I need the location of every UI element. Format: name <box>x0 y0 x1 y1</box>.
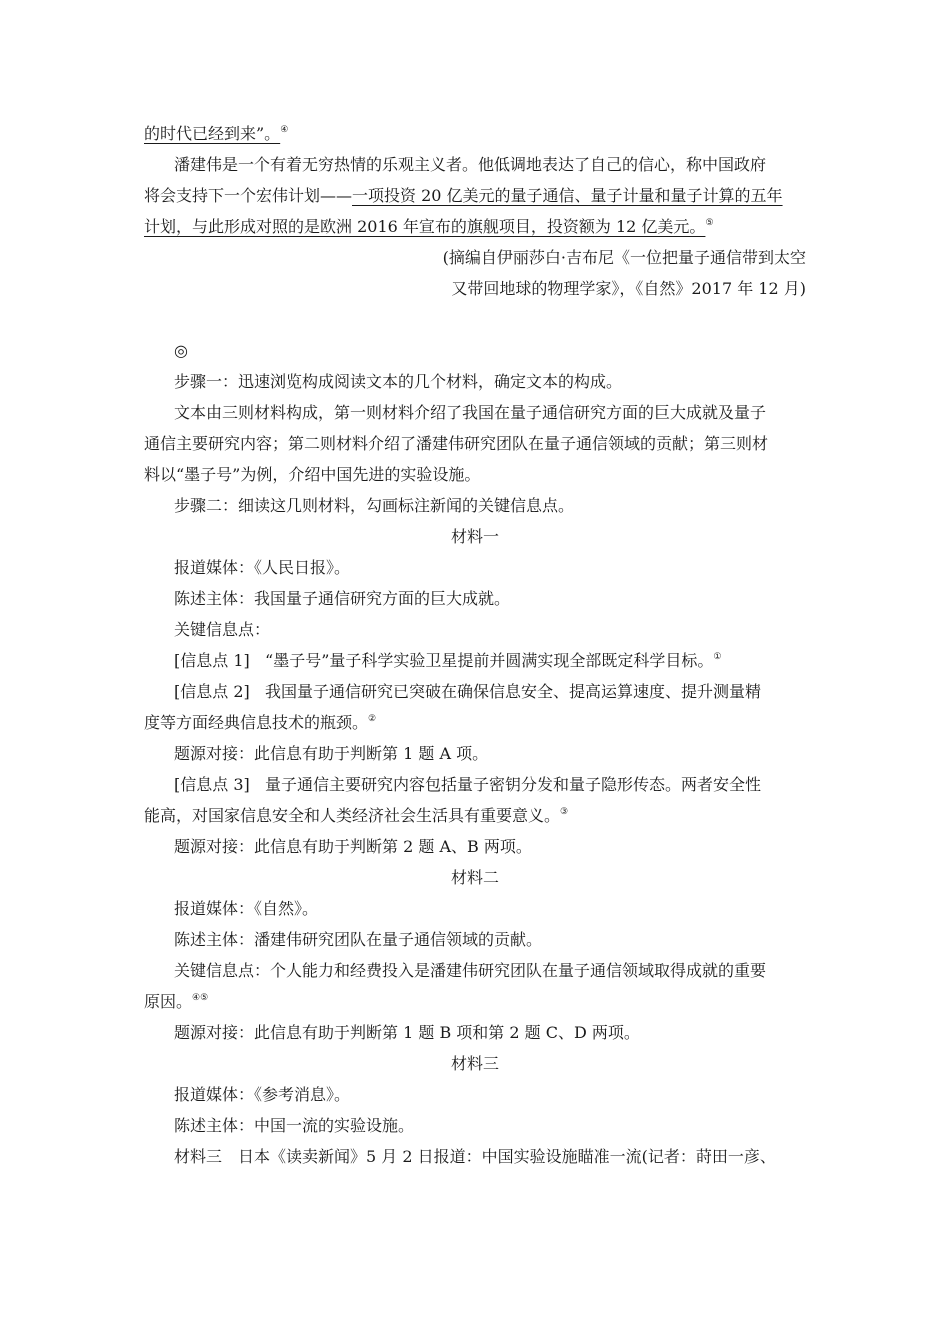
summary-line-2: 通信主要研究内容；第二则材料介绍了潘建伟研究团队在量子通信领域的贡献；第三则材 <box>144 434 769 453</box>
article-para2-line1: 潘建伟是一个有着无穷热情的乐观主义者。他低调地表达了自己的信心，称中国政府 <box>174 155 767 174</box>
material-2-key-line2 <box>144 986 806 1017</box>
info-point-3-line2 <box>144 800 806 831</box>
info-point-text: “墨子号”量子科学实验卫星提前并圆满实现全部既定科学目标。 <box>265 651 714 670</box>
document-page <box>144 118 806 1172</box>
underlined-text: 的时代已经到来”。 <box>144 124 281 143</box>
footnote-marker-4: ④ <box>280 125 289 135</box>
material-2-subject: 陈述主体：潘建伟研究团队在量子通信领域的贡献。 <box>174 930 543 949</box>
step-two: 步骤二：细读这几则材料，勾画标注新闻的关键信息点。 <box>174 496 575 515</box>
info-point-label: [信息点 2] <box>174 682 250 701</box>
material-2-media: 报道媒体：《自然》。 <box>174 899 319 918</box>
footnote-marker-2: ② <box>368 714 377 724</box>
info-point-text: 量子通信主要研究内容包括量子密钥分发和量子隐形传态。两者安全性 <box>265 775 762 794</box>
material-3-subject: 陈述主体：中国一流的实验设施。 <box>174 1116 415 1135</box>
info-point-label: [信息点 3] <box>174 775 250 794</box>
underlined-text: 一项投资 20 亿美元的量子通信、量子计量和量子计算的五年 <box>352 186 783 205</box>
footnote-marker-3: ③ <box>560 807 569 817</box>
article-para2-line2 <box>144 180 806 211</box>
material-3-article-line: 材料三 日本《读卖新闻》5 月 2 日报道：中国实验设施瞄准一流(记者：莳田一彦、 <box>174 1147 776 1166</box>
citation-line-1: (摘编自伊丽莎白·吉布尼《一位把量子通信带到太空 <box>442 248 806 267</box>
plain-text: 将会支持下一个宏伟计划—— <box>144 186 353 205</box>
material-1-source-1: 题源对接：此信息有助于判断第 1 题 A 项。 <box>174 744 489 763</box>
info-point-text: 我国量子通信研究已突破在确保信息安全、提高运算速度、提升测量精 <box>265 682 762 701</box>
info-point-label: [信息点 1] <box>174 651 250 670</box>
material-3-heading: 材料三 <box>450 1054 499 1073</box>
spacer <box>144 304 806 335</box>
material-1-subject: 陈述主体：我国量子通信研究方面的巨大成就。 <box>174 589 511 608</box>
summary-line-3: 料以“墨子号”为例，介绍中国先进的实验设施。 <box>144 465 481 484</box>
material-2-source: 题源对接：此信息有助于判断第 1 题 B 项和第 2 题 C、D 两项。 <box>174 1023 640 1042</box>
material-1-heading: 材料一 <box>450 527 499 546</box>
material-1-key-label: 关键信息点： <box>174 620 271 639</box>
article-line-1 <box>144 118 806 149</box>
info-point-text: 度等方面经典信息技术的瓶颈。 <box>144 713 369 732</box>
material-2-key-line1: 关键信息点：个人能力和经费投入是潘建伟研究团队在量子通信领域取得成就的重要 <box>174 961 767 980</box>
material-2-heading: 材料二 <box>450 868 499 887</box>
citation-line-2: 又带回地球的物理学家》，《自然》2017 年 12 月) <box>451 279 806 298</box>
material-1-source-2: 题源对接：此信息有助于判断第 2 题 A、B 两项。 <box>174 837 532 856</box>
footnote-marker-4-5: ④⑤ <box>192 993 209 1003</box>
info-point-2-line1 <box>144 676 806 707</box>
material-3-media: 报道媒体：《参考消息》。 <box>174 1085 351 1104</box>
article-para2-line3 <box>144 211 806 242</box>
info-point-text: 能高，对国家信息安全和人类经济社会生活具有重要意义。 <box>144 806 561 825</box>
underlined-text: 计划，与此形成对照的是欧洲 2016 年宣布的旗舰项目，投资额为 12 亿美元。 <box>144 217 706 236</box>
section-marker: ◎ <box>174 341 188 360</box>
footnote-marker-5: ⑤ <box>705 218 714 228</box>
footnote-marker-1: ① <box>713 652 722 662</box>
summary-line-1: 文本由三则材料构成，第一则材料介绍了我国在量子通信研究方面的巨大成就及量子 <box>174 403 767 422</box>
info-point-3-line1 <box>144 769 806 800</box>
key-text: 原因。 <box>144 992 193 1011</box>
info-point-2-line2 <box>144 707 806 738</box>
info-point-1 <box>144 645 806 676</box>
material-1-media: 报道媒体：《人民日报》。 <box>174 558 351 577</box>
step-one: 步骤一：迅速浏览构成阅读文本的几个材料，确定文本的构成。 <box>174 372 623 391</box>
